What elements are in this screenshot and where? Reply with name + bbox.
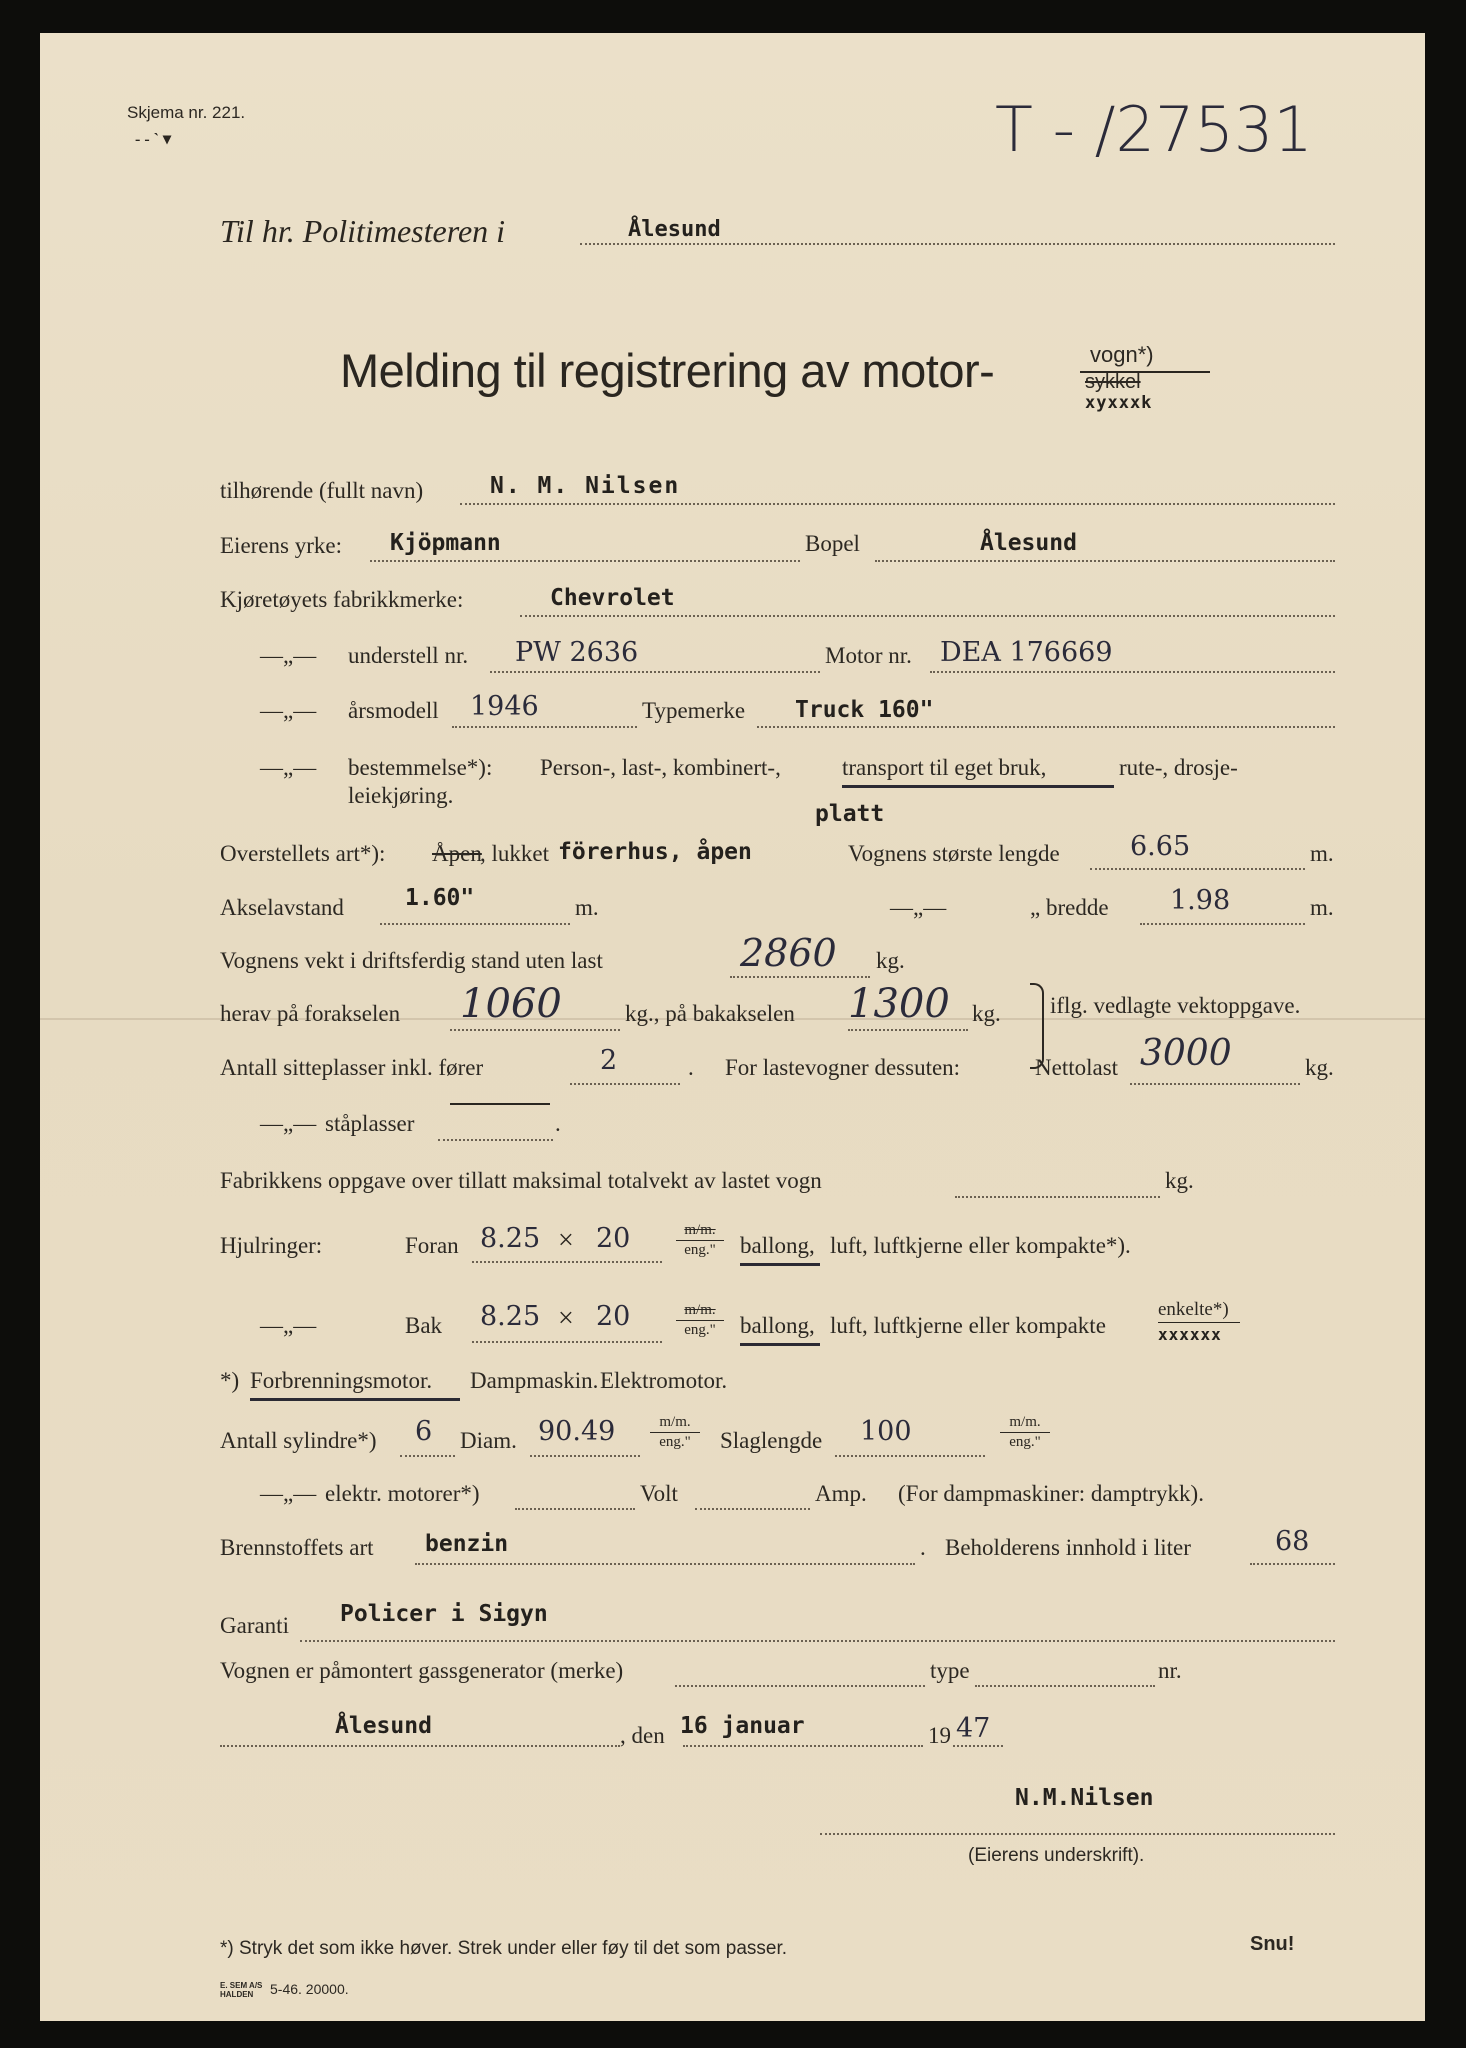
front-axle-label: herav på forakselen <box>220 1001 401 1026</box>
kg-unit: kg. <box>972 1001 1001 1026</box>
net-load-pre: For lastevogner dessuten: <box>725 1055 961 1080</box>
tire-rear-rest: luft, luftkjerne eller kompakte <box>830 1313 1106 1338</box>
seats-label: Antall sitteplasser inkl. fører <box>220 1055 484 1080</box>
body-type-label: Overstellets art*): <box>220 841 386 866</box>
model-year-label: årsmodell <box>348 698 439 723</box>
tire-rear-balloon: ballong, <box>740 1313 815 1338</box>
ditto-mark: —„— <box>260 755 317 780</box>
stroke-unit: m/m. eng." <box>1000 1413 1050 1452</box>
nr-label: nr. <box>1158 1658 1182 1683</box>
owner-name-label: tilhørende (fullt navn) <box>220 478 424 503</box>
times-sign: × <box>558 1303 574 1334</box>
wheelbase-value: 1.60" <box>405 885 475 911</box>
engine-value: DEA 176669 <box>940 637 1113 668</box>
kg-unit: kg. <box>1165 1168 1194 1193</box>
tank-label: Beholderens innhold i liter <box>945 1535 1191 1560</box>
max-total-label: Fabrikkens oppgave over tillatt maksimal totalvekt av lastet vogn <box>220 1168 822 1193</box>
print-run: 5-46. 20000. <box>270 1981 349 1997</box>
footnote: *) Stryk det som ikke høver. Strek under eller føy til det som passer. <box>220 1938 788 1959</box>
make-label: Kjøretøyets fabrikkmerke: <box>220 587 464 612</box>
purpose-options-1: Person-, last-, kombinert-, <box>540 755 781 780</box>
tire-rear-a: 8.25 <box>480 1301 541 1332</box>
width-value: 1.98 <box>1170 885 1231 916</box>
schema-marks: - - ` ▾ <box>135 131 172 148</box>
motor-underline <box>250 1398 460 1401</box>
guarantee-value: Policer i Sigyn <box>340 1601 548 1627</box>
type-mark-label: Typemerke <box>642 698 746 723</box>
weight-label: Vognens vekt i driftsferdig stand uten last <box>220 948 603 973</box>
tire-front-balloon: ballong, <box>740 1233 815 1258</box>
fuel-value: benzin <box>425 1531 509 1557</box>
stroke-label: Slaglengde <box>720 1428 823 1453</box>
purpose-underline <box>842 785 1114 788</box>
body-closed-label: , lukket <box>480 841 549 866</box>
reference-number: T - /27531 <box>995 93 1313 166</box>
body-type-value: förerhus, åpen <box>558 839 752 865</box>
signature-caption: (Eierens underskrift). <box>968 1845 1145 1866</box>
body-open-struck: Åpen <box>432 841 482 866</box>
century-label: 19 <box>928 1723 951 1748</box>
title-choice-sykkel: sykkel <box>1085 371 1141 393</box>
guarantee-label: Garanti <box>220 1613 289 1638</box>
ditto-mark: —„— <box>260 643 317 668</box>
net-load-label: Nettolast <box>1035 1055 1119 1080</box>
footnote-mark: *) <box>220 1368 240 1393</box>
tire-rear-b: 20 <box>596 1301 631 1332</box>
tire-front-unit: m/m. eng." <box>676 1221 724 1260</box>
electric-motors-label: elektr. motorer*) <box>325 1481 480 1506</box>
cylinders-value: 6 <box>415 1416 433 1447</box>
weight-note: iflg. vedlagte vektoppgave. <box>1050 993 1301 1018</box>
ditto-mark: —„— <box>260 1111 317 1136</box>
purpose-label: bestemmelse*): <box>348 755 493 780</box>
tire-rear-unit: m/m. eng." <box>676 1301 724 1340</box>
form-sheet: Skjema nr. 221. - - ` ▾ T - /27531 Til hr. Politimesteren i Ålesund Melding til registrering av motor- vogn*) sykkel xyxxxk tilhørende (fullt navn) N. M. Nilsen Eierens yrke: Kjöpmann Bopel Ålesund Kjøretøyets fabrikkmerke: Chevrolet —„— understell nr. PW 2636 Motor nr. DEA 176669 —„— årsmodell 1946 Typemerke Truck 160" —„— bestemmelse*): Person-, last-, kombinert-, transport til eget bruk, rute-, drosje- leiekjøring. platt Overstellets art*): Åpen , lukket förerhus, åpen Vognens største lengde 6.65 m. Akselavstand 1.60" m. —„— „ bredde 1.98 m. Vognens vekt i driftsferdig stand uten last 2860 kg. herav på forakselen 1060 kg., på bakakselen 1300 kg. iflg. vedlagte vektoppgave. Antall sitteplasser inkl. fører 2 . For lastevogner dessuten: Nettolast 3000 kg. —„— ståplasser . Fabrikkens oppgave over tillatt maksimal totalvekt av lastet vogn kg. Hjulringer: Foran 8.25 × 20 m/m. eng." ballong, luft, luftkjerne eller kompakte*). —„— Bak 8.25 × 20 m/m. eng." ballong, luft, luftkjerne eller kompakte enkelte*) xxxxxx *) Forbrenningsmotor. Dampmaskin. Elektromotor. Antall sylindre*) 6 Diam. 90.49 m/m. eng." Slaglengde 100 m/m. eng." —„— elektr. motorer*) Volt Amp. (For dampmaskiner: damptrykk). Brennstoffets art benzin . Beholderens innhold i liter 68 Garanti Policer i Sigyn Vognen er påmontert gassgenerator (merke) type nr. Ålesund , den 16 januar 19 47 N.M.Nilsen (Eierens underskrift). *) Stryk det som ikke høver. Strek under eller føy til det som passer. Snu! E. SEM A/S HALDEN 5-46. 20000. <box>40 33 1425 2021</box>
times-sign: × <box>558 1225 574 1256</box>
diam-unit: m/m. eng." <box>650 1413 700 1452</box>
schema-number: Skjema nr. 221. <box>127 103 246 122</box>
body-added-value: platt <box>815 801 885 827</box>
diam-value: 90.49 <box>538 1416 616 1447</box>
rear-axle-value: 1300 <box>848 981 950 1027</box>
kg-unit: kg. <box>1305 1055 1334 1080</box>
purpose-options-4: leiekjøring. <box>348 783 454 808</box>
title-choice-x: xyxxxk <box>1085 393 1153 413</box>
tires-rear-label: Bak <box>405 1313 443 1338</box>
rear-axle-label: kg., på bakakselen <box>625 1001 795 1026</box>
tire-single-label: enkelte*) <box>1158 1299 1229 1320</box>
chassis-value: PW 2636 <box>515 637 639 668</box>
standing-dash <box>450 1103 550 1105</box>
form-title: Melding til registrering av motor- <box>340 344 995 397</box>
ditto-mark: —„— <box>890 895 947 920</box>
purpose-options-3: rute-, drosje- <box>1119 755 1238 780</box>
date-den-label: , den <box>620 1723 665 1748</box>
max-length-label: Vognens største lengde <box>848 841 1060 866</box>
chassis-label: understell nr. <box>348 643 469 668</box>
addressee-prefix: Til hr. Politimesteren i <box>220 213 506 249</box>
meter-unit: m. <box>1310 841 1334 866</box>
tire-double-struck: xxxxxx <box>1158 1325 1222 1344</box>
gas-generator-label: Vognen er påmontert gassgenerator (merke) <box>220 1658 624 1683</box>
ditto-mark: —„— <box>260 1481 317 1506</box>
occupation-value: Kjöpmann <box>390 530 501 556</box>
tire-front-rest: luft, luftkjerne eller kompakte*). <box>830 1233 1131 1258</box>
seats-value: 2 <box>600 1045 618 1076</box>
turn-over: Snu! <box>1250 1933 1295 1955</box>
diam-label: Diam. <box>460 1428 517 1453</box>
signature-value: N.M.Nilsen <box>1015 1785 1154 1811</box>
addressee-city: Ålesund <box>628 217 721 242</box>
front-axle-value: 1060 <box>460 981 562 1027</box>
stroke-value: 100 <box>860 1416 912 1447</box>
printer-mark: E. SEM A/S HALDEN <box>220 1981 263 1999</box>
max-length-value: 6.65 <box>1130 831 1191 862</box>
net-load-value: 3000 <box>1140 1033 1232 1074</box>
tires-front-label: Foran <box>405 1233 459 1258</box>
fuel-label: Brennstoffets art <box>220 1535 374 1560</box>
cylinders-label: Antall sylindre*) <box>220 1428 377 1453</box>
weight-value: 2860 <box>740 931 837 975</box>
meter-unit: m. <box>1310 895 1334 920</box>
place-value: Ålesund <box>335 1713 432 1739</box>
volt-label: Volt <box>640 1481 678 1506</box>
engine-label: Motor nr. <box>825 643 912 668</box>
width-label: „ bredde <box>1030 895 1109 920</box>
wheelbase-label: Akselavstand <box>220 895 344 920</box>
owner-name-value: N. M. Nilsen <box>490 473 681 499</box>
residence-value: Ålesund <box>980 530 1077 556</box>
model-year-value: 1946 <box>470 691 539 722</box>
tires-label: Hjulringer: <box>220 1233 323 1258</box>
tank-value: 68 <box>1275 1526 1310 1557</box>
occupation-label: Eierens yrke: <box>220 533 342 558</box>
steam-pressure-label: (For dampmaskiner: damptrykk). <box>898 1481 1204 1506</box>
date-value: 16 januar <box>680 1713 805 1739</box>
purpose-options-2: transport til eget bruk, <box>842 755 1047 780</box>
motor-electric: Elektromotor. <box>600 1368 728 1393</box>
make-value: Chevrolet <box>550 585 675 611</box>
title-choice-vogn: vogn*) <box>1090 342 1154 367</box>
tire-front-b: 20 <box>596 1223 631 1254</box>
motor-steam: Dampmaskin. <box>470 1368 599 1393</box>
standing-label: ståplasser <box>325 1111 415 1136</box>
meter-unit: m. <box>575 895 599 920</box>
residence-label: Bopel <box>805 531 860 556</box>
tire-front-a: 8.25 <box>480 1223 541 1254</box>
ditto-mark: —„— <box>260 1313 317 1338</box>
ditto-mark: —„— <box>260 698 317 723</box>
type-mark-value: Truck 160" <box>795 697 934 723</box>
year-suffix-value: 47 <box>956 1713 991 1744</box>
type-label: type <box>930 1658 970 1683</box>
kg-unit: kg. <box>876 948 905 973</box>
amp-label: Amp. <box>815 1481 867 1506</box>
motor-combustion: Forbrenningsmotor. <box>250 1368 433 1393</box>
